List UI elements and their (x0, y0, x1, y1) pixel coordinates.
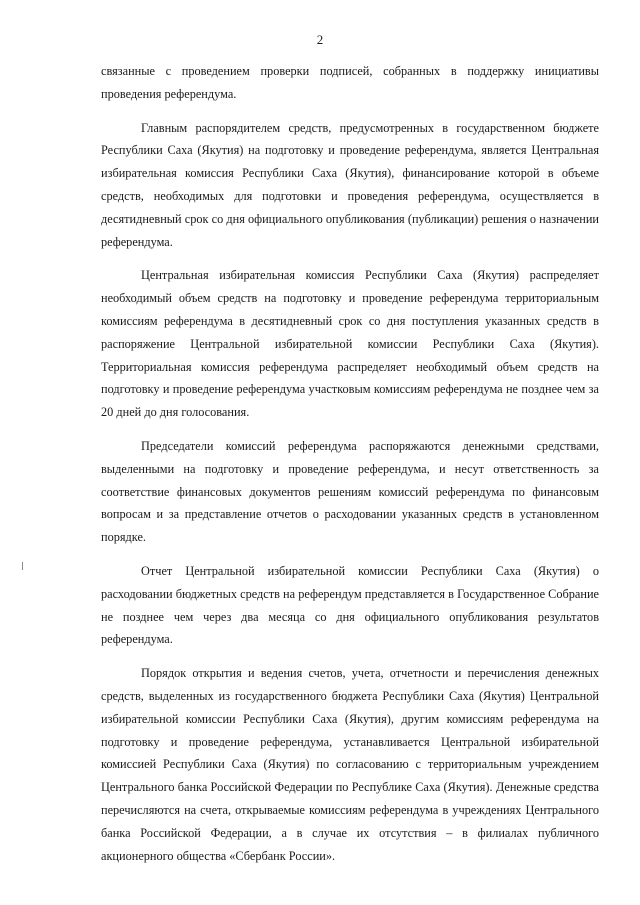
paragraph-report: Отчет Центральной избирательной комиссии Республики Саха (Якутия) о расходовании бюджетных средств на референдум представляется в Государственное Собрание не позднее чем через два месяца со дня официального опубликования результатов референдума. (101, 563, 599, 647)
paragraph-main-distributor: Главным распорядителем средств, предусмотренных в государственном бюджете Республики Саха (Якутия) на подготовку и проведение референдума, является Центральная избирательная комиссия Республики Саха (Якутия), финансирование которой в объеме средств, необходимых для подготовки и проведения референдума, осуществляется в десятидневный срок со дня официального опубликования (публикации) решения о назначении референдума. (101, 120, 599, 249)
paragraph-chairs-responsibility: Председатели комиссий референдума распоряжаются денежными средствами, выделенными на подготовку и проведение референдума, и несут ответственность за соответствие финансовых документов решениям комиссий референдума по финансовым вопросам и за представление отчетов о расходовании указанных средств в установленном порядке. (101, 438, 599, 545)
document-body (101, 60, 599, 878)
margin-mark (22, 562, 23, 570)
paragraph-accounts-procedure: Порядок открытия и ведения счетов, учета, отчетности и перечисления денежных средств, выделенных из государственного бюджета Республики Саха (Якутия) Центральной избирательной комиссии Республики Саха (Якутия), другим комиссиям референдума на подготовку и проведение референдума, устанавливается Центральной избирательной комиссией Республики Саха (Якутия) по согласованию с территориальным учреждением Центрального банка Российской Федерации по Республике Саха (Якутия). Денежные средства перечисляются на счета, открываемые комиссиям референдума в учреждениях Центрального банка Российской Федерации, а в случае их отсутствия – в филиалах публичного акционерного общества «Сбербанк России». (101, 666, 599, 863)
paragraph-funds-distribution: Центральная избирательная комиссия Республики Саха (Якутия) распределяет необходимый объем средств на подготовку и проведение референдума территориальным комиссиям референдума в десятидневный срок со дня поступления указанных средств в распоряжение Центральной избирательной комиссии Республики Саха (Якутия). Территориальная комиссия референдума распределяет необходимый объем средств на подготовку и проведение референдума участковым комиссиям референдума не позднее чем за 20 дней до дня голосования. (101, 268, 599, 420)
page-number: 2 (316, 32, 324, 47)
paragraph-continuation: связанные с проведением проверки подписей, собранных в поддержку инициативы проведения референдума. (101, 64, 599, 101)
